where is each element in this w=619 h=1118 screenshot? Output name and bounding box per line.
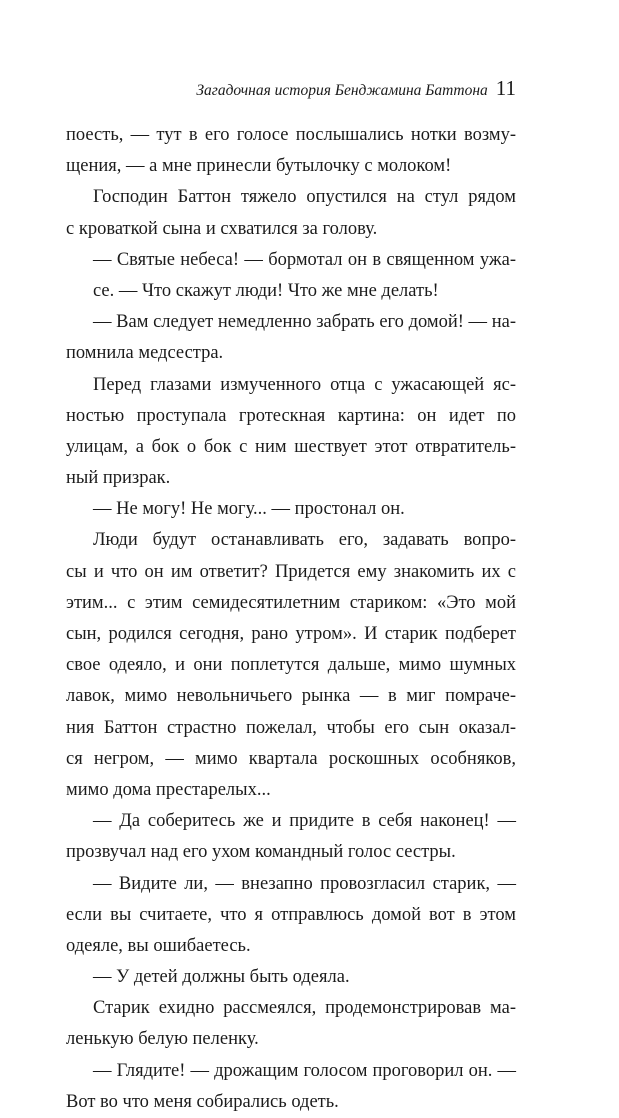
running-header bbox=[66, 76, 516, 101]
text-line: сын, родился сегодня, рано утром». И старик подберет bbox=[66, 624, 516, 644]
page-number: 11 bbox=[495, 76, 516, 100]
text-line: щения, — а мне принесли бутылочку с молоком! bbox=[66, 156, 452, 177]
text-line: этим... с этим семидесятилетним стариком: «Это мой bbox=[66, 592, 516, 613]
text-line: Господин Баттон тяжело опустился на стул рядом bbox=[93, 187, 516, 208]
text-line: ся негром, — мимо квартала роскошных особняков, bbox=[66, 748, 516, 769]
text-line: прозвучал над его ухом командный голос сестры. bbox=[66, 842, 456, 863]
text-line: Люди будут останавливать его, задавать вопро- bbox=[93, 530, 516, 551]
text-line: одеяле, вы ошибаетесь. bbox=[66, 935, 251, 956]
text-line: сы и что он им ответит? Придется ему знакомить их с bbox=[66, 561, 516, 582]
text-line: помнила медсестра. bbox=[66, 343, 224, 364]
text-line: мимо дома престарелых... bbox=[66, 779, 271, 800]
text-line: — Святые небеса! — бормотал он в священном ужа- bbox=[93, 249, 516, 270]
running-title: Загадочная история Бенджамина Баттона bbox=[196, 82, 488, 99]
text-line: ленькую белую пеленку. bbox=[66, 1029, 259, 1050]
text-line: свое одеяло, и они поплетутся дальше, мимо шумных bbox=[66, 655, 516, 676]
text-line: Перед глазами измученного отца с ужасающей яс- bbox=[93, 374, 516, 395]
text-line: — Не могу! Не могу... — простонал он. bbox=[93, 499, 405, 520]
text-line: Старик ехидно рассмеялся, продемонстрировав ма- bbox=[93, 998, 516, 1019]
text-line: се. — Что скажут люди! Что же мне делать! bbox=[93, 280, 439, 301]
text-line: поесть, — тут в его голосе послышались нотки возму- bbox=[66, 125, 516, 145]
text-line: улицам, а бок о бок с ним шествует этот отвратитель- bbox=[66, 436, 516, 457]
text-line: ный призрак. bbox=[66, 468, 171, 489]
text-line: Вот во что меня собирались одеть. bbox=[66, 1091, 339, 1112]
text-line: ния Баттон страстно пожелал, чтобы его сын оказал- bbox=[66, 717, 516, 738]
text-line: лавок, мимо невольничьего рынка — в миг помраче- bbox=[66, 686, 516, 707]
text-line: — Вам следует немедленно забрать его домой! — на- bbox=[93, 312, 516, 333]
text-line: если вы считаете, что я отправлюсь домой вот в этом bbox=[66, 904, 516, 925]
text-line: — У детей должны быть одеяла. bbox=[93, 967, 350, 988]
text-line: ностью проступала гротескная картина: он идет по bbox=[66, 405, 516, 426]
text-line: — Видите ли, — внезапно провозгласил старик, — bbox=[93, 873, 516, 894]
text-line: — Да соберитесь же и придите в себя наконец! — bbox=[93, 811, 516, 832]
body-text bbox=[66, 120, 516, 1118]
text-line: — Глядите! — дрожащим голосом проговорил он. — bbox=[93, 1060, 516, 1081]
text-line: с кроваткой сына и схватился за голову. bbox=[66, 218, 378, 239]
